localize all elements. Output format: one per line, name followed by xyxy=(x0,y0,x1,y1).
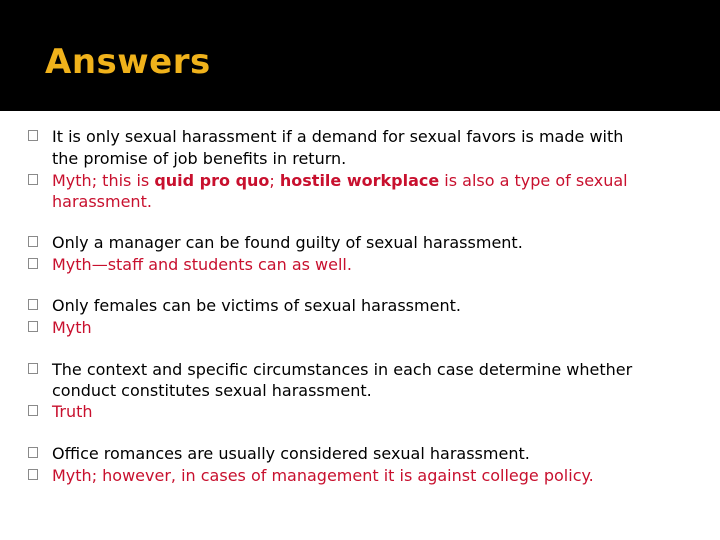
statement-1-line-1: It is only sexual harassment if a demand for sexual favors is made with xyxy=(52,127,624,146)
title-band xyxy=(0,0,720,111)
answer-1-part: is also a type of sexual xyxy=(439,171,628,190)
statement-5-text: Office romances are usually considered sexual harassment. xyxy=(52,444,530,463)
slide-title: Answers xyxy=(45,42,211,82)
bullet-icon xyxy=(28,174,38,185)
answer-1-line-1 xyxy=(52,170,628,192)
answer-1-line-2: harassment. xyxy=(52,192,152,211)
bullet-icon xyxy=(28,363,38,374)
answer-5-text: Myth; however, in cases of management it is against college policy. xyxy=(52,466,594,485)
bullet-icon xyxy=(28,236,38,247)
bullet-icon xyxy=(28,321,38,332)
statement-3-text: Only females can be victims of sexual harassment. xyxy=(52,296,461,315)
statement-2-text: Only a manager can be found guilty of sexual harassment. xyxy=(52,233,523,252)
bullet-icon xyxy=(28,469,38,480)
answer-3-text: Myth xyxy=(52,318,92,337)
answer-1-part: Myth; this is xyxy=(52,171,155,190)
statement-4-line-2: conduct constitutes sexual harassment. xyxy=(52,381,372,400)
statement-1-line-2: the promise of job benefits in return. xyxy=(52,149,347,168)
answer-2-text: Myth—staff and students can as well. xyxy=(52,255,352,274)
bullet-icon xyxy=(28,299,38,310)
statement-4-line-1: The context and specific circumstances in each case determine whether xyxy=(52,360,633,379)
bullet-icon xyxy=(28,405,38,416)
answer-1-part: ; xyxy=(269,171,280,190)
bullet-icon xyxy=(28,258,38,269)
bullet-icon xyxy=(28,130,38,141)
answer-1-term-quid-pro-quo: quid pro quo xyxy=(154,171,270,190)
answer-1-term-hostile-workplace: hostile workplace xyxy=(279,171,440,190)
answer-4-text: Truth xyxy=(52,402,93,421)
bullet-icon xyxy=(28,447,38,458)
